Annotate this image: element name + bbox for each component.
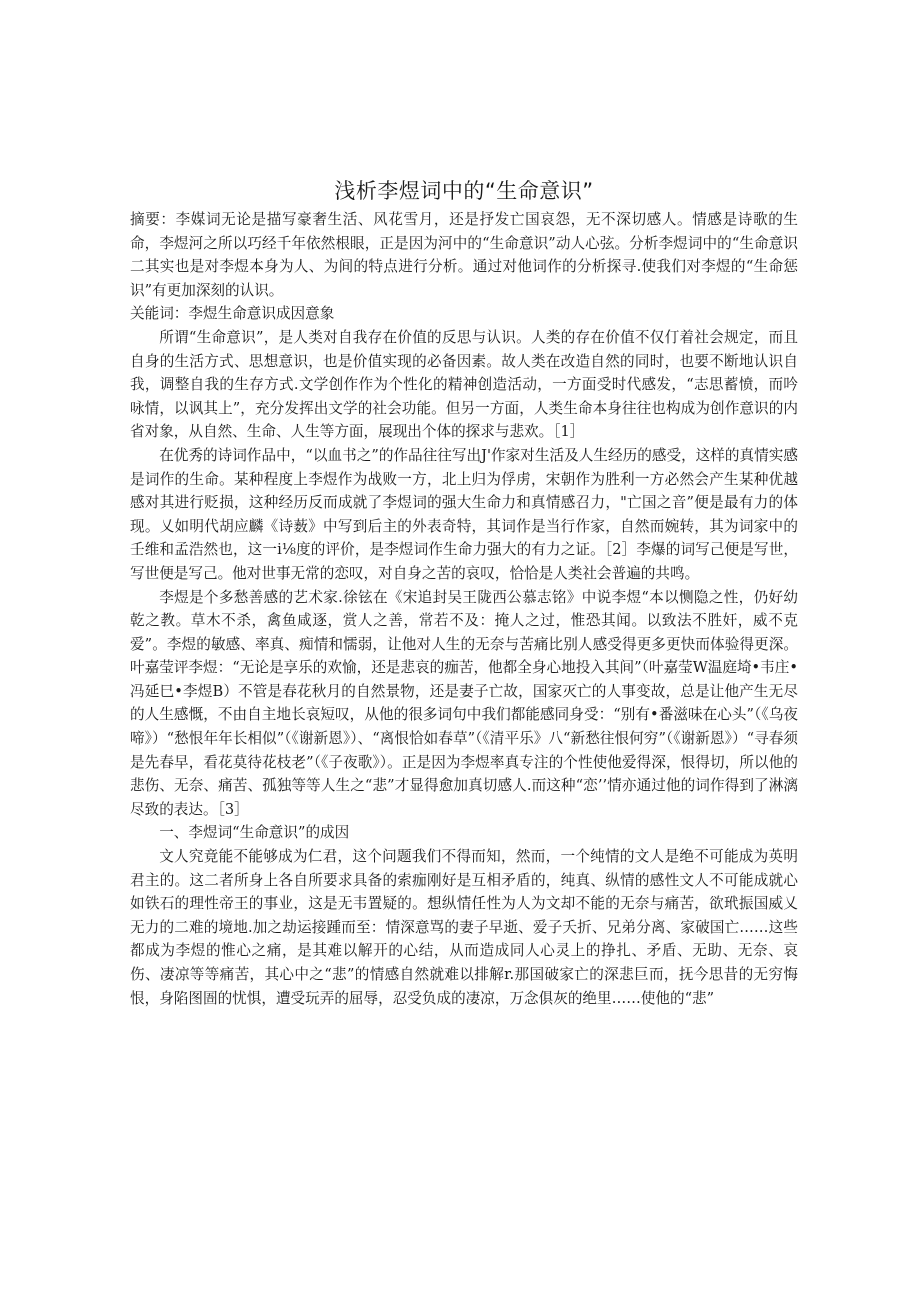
paragraph: 李煜是个多愁善感的艺术家.徐铉在《宋追封吴王陇西公慕志铭》中说李煜“本以恻隐之性，仍好幼乾之教。草木不杀，禽鱼咸逐，赏人之善，常若不及：掩人之过，惟恐其闻。以致法不胜奸，威不克爱”。李煜的敏感、率真、痴情和懦弱，让他对人生的无奈与苦痛比别人感受得更多更快而体验得更深。叶嘉莹评李煜：“无论是享乐的欢愉，还是悲哀的痂苦，他都全身心地投入其间”（叶嘉莹W温庭埼•韦庄•冯延巳•李煜B）不管是春花秋月的自然景物，还是妻子亡故，国家灭亡的人事变故，总是让他产生无尽的人生感慨，不由自主地长哀短叹，从他的很多词句中我们都能感同身受：“别有•番滋味在心头”（《乌夜啼》）“愁恨年年长相似”（《谢新恩》）、“离恨恰如春草”（《清平乐》八“新愁往恨何穷”（《谢新恩》）“寻春须是先春早，看花莫待花枝老”（《子夜歌》）。正是因为李煜率真专注的个性使他爱得深，恨得切，所以他的悲伤、无奈、痛苦、孤独等等人生之“悲”才显得愈加真切感人.而这种“恋’’情亦通过他的词作得到了淋漓尽致的表达。［3］ (130, 588, 798, 818)
section-heading: 一、李煜词“生命意识”的成因 (159, 824, 350, 842)
paragraph: 文人究竟能不能够成为仁君，这个问题我们不得而知，然而，一个纯情的文人是绝不可能成为英明君主的。这二者所身上各自所要求具备的索痂刚好是互相矛盾的，纯真、纵情的感性文人不可能成就心如铁石的理性帝王的事业，这是无韦置疑的。想纵情任性为人为文却不能的无奈与痛苦，欲玳振国威乂无力的二难的境地.加之劫运接踵而至：情深意骂的妻子早逝、爱子夭折、兄弟分离、家破国亡……这些都成为李煜的惟心之痛，是其难以解开的心结，从而造成同人心灵上的挣扎、矛盾、无助、无奈、哀伤、凄凉等等痛苦，其心中之“悲”的情感自然就难以排解r.那国破家亡的深悲巨而，抚今思昔的无穷悔恨，身陷图圄的忧惧，遭受玩弄的屈辱，忍受负成的凄凉，万念俱灰的绝里……使他的“悲” (130, 848, 798, 1007)
document-page (130, 176, 798, 1010)
abstract: 摘要：李媒词无论是描写豪奢生活、风花雪月，还是抒发亡国哀怨，无不深切感人。情感是诗歌的生命，李煜河之所以巧经千年依然根眼，正是因为河中的“生命意识”动人心弦。分析李煜词中的“生命意识二其实也是对李煜本身为人、为间的特点进行分析。通过对他词作的分析探寻.使我们对李煜的“生命惩识”有更加深刻的认识。 (130, 211, 798, 299)
paragraph: 所谓“生命意识”，是人类对自我存在价值的反思与认识。人类的存在价值不仅仃着社会规定，而且自身的生活方式、思想意识，也是价值实现的必备因素。故人类在改造自然的同时，也要不断地认识自我，调整自我的生存方式.文学创作作为个性化的精神创造活动，一方面受时代感发，“志思蓄愤，而吟咏情，以讽其上”，充分发挥出文学的社会功能。但另一方面，人类生命本身往往也构成为创作意识的内省对象，从自然、生命、人生等方面，展现出个体的探求与悲欢。［1］ (130, 328, 798, 441)
page-title: 浅析李煜词中的“生命意识” (334, 179, 594, 203)
keywords: 关能词：李煜生命意识成因意象 (130, 305, 335, 323)
paragraph: 在优秀的诗词作品中，“以血书之”的作品往往写出J'作家对生活及人生经历的感受，这样的真情实感是词作的生命。某种程度上李煜作为战败一方，北上归为俘虏，宋朝作为胜利一方必然会产生某种优越感对其进行贬损，这种经历反而成就了李煜词的强大生命力和真情感召力，"亡国之音”便是最有力的体现。乂如明代胡应麟《诗薮》中写到后主的外表奇特，其词作是当行作家，自然而婉转，其为词家中的壬维和孟浩然也，这一i⅛度的评价，是李煜词作生命力强大的有力之证。［2］李爆的词写己便是写世，写世便是写己。他对世事无常的恋叹，对自身之苦的哀叹，恰恰是人类社会普遍的共鸣。 (130, 446, 798, 582)
